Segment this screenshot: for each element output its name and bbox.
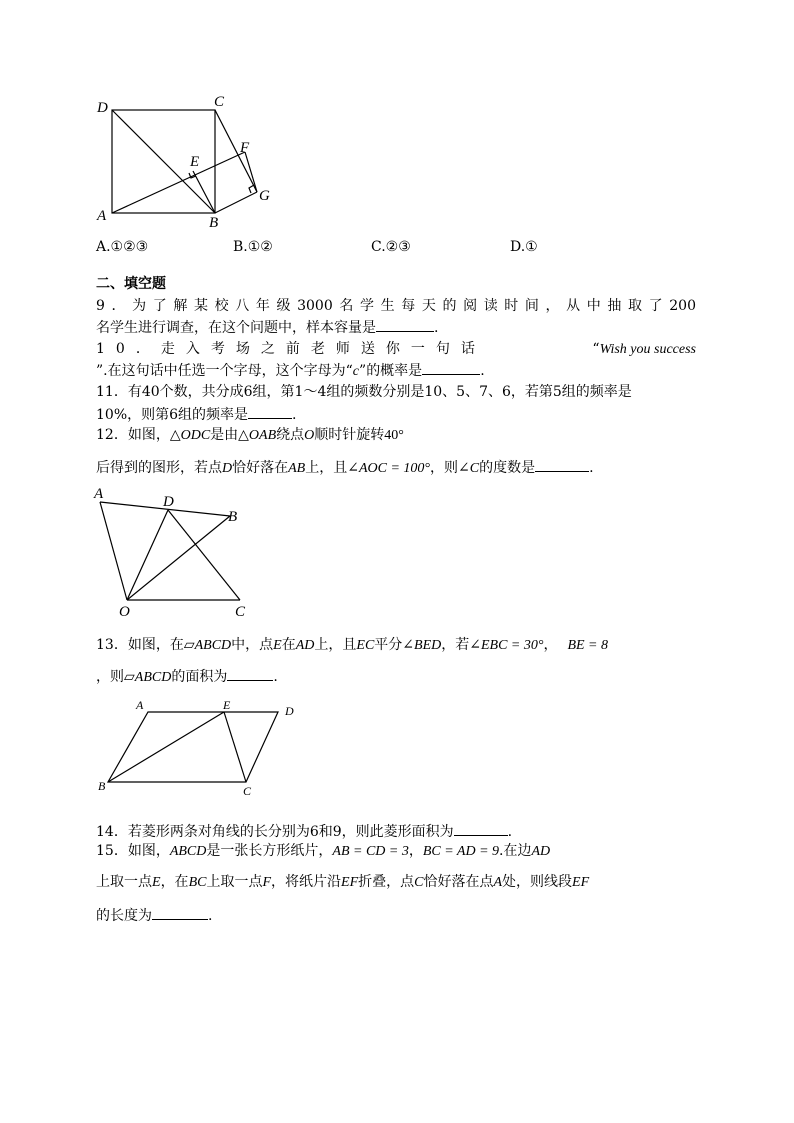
q13-text-c: 在	[281, 637, 296, 653]
q13-text-f: ，若	[441, 637, 470, 653]
q13-ang: ∠BED	[402, 638, 442, 653]
q12-text-c: 绕点	[276, 427, 305, 443]
figure-square-abcd	[90, 92, 280, 232]
label-B: B	[98, 779, 106, 793]
q13-ptE: E	[273, 638, 282, 653]
label-D: D	[97, 100, 108, 116]
label-G: G	[259, 188, 270, 204]
q10-letter-open: “	[345, 363, 353, 379]
option-b: B.①②	[233, 239, 273, 255]
section-title: 二、填空题	[96, 276, 166, 292]
answer-blank	[535, 457, 589, 472]
q15-text-b: 是一张长方形纸片，	[206, 843, 333, 859]
label-A: A	[97, 208, 107, 224]
q13-text-e: 平分	[374, 637, 403, 653]
q15-ptC: C	[414, 875, 424, 890]
q12-cond: ∠AOC = 100°	[347, 461, 431, 476]
q12-text-d: 顺时针旋转	[314, 427, 385, 443]
q12-pt: O	[304, 428, 315, 443]
q12-text2-e: 的度数是	[479, 460, 536, 476]
q13-segAD: AD	[295, 638, 315, 653]
option-a: A.①②③	[96, 239, 149, 255]
option-d: D.①	[510, 239, 538, 255]
q15-text2-f: 恰好落在点	[423, 874, 494, 890]
q10-quote-open: “	[592, 341, 600, 357]
q15-rect: ABCD	[169, 844, 207, 859]
answer-blank	[422, 360, 480, 375]
answer-blank	[248, 404, 292, 419]
answer-options	[96, 239, 696, 259]
q10-text-b: 的概率是	[366, 363, 423, 379]
q15-text-d: .在边	[499, 843, 532, 859]
label-D: D	[285, 704, 294, 718]
q14-line: 14．若菱形两条对角线的长分别为6和9，则此菱形面积为 .	[96, 821, 512, 841]
q12-tri2: △OAB	[238, 428, 277, 443]
q13-cond2: BE = 8	[567, 638, 609, 653]
q15-segBC: BC	[188, 875, 207, 890]
q15-edge: AD	[531, 844, 551, 859]
q10-text-a: .在这句话中任选一个字母，这个字母为	[103, 363, 346, 379]
q10-line1	[96, 340, 696, 358]
q15-eq2: BC = AD = 9	[422, 844, 500, 859]
q15-segEF: EF	[341, 875, 359, 890]
q15-text-c: ，	[408, 843, 423, 859]
q10-quote-close: ”	[96, 363, 104, 379]
label-C: C	[214, 94, 225, 110]
q15-line3: 的长度为 .	[96, 905, 212, 925]
q15-text2-a: 上取一点	[96, 874, 152, 890]
q11-line2: 10%，则第6组的频率是 .	[96, 404, 296, 424]
label-B: B	[228, 509, 238, 525]
q12-ptD: D	[222, 461, 233, 476]
q12-text-a: 12．如图，	[96, 427, 170, 443]
q12-tri1: △ODC	[169, 428, 211, 443]
q10-letter-close: ”	[359, 363, 367, 379]
q15-text2-c: 上取一点	[206, 874, 263, 890]
label-C: C	[243, 784, 252, 798]
label-E: E	[223, 698, 231, 712]
label-A: A	[136, 698, 144, 712]
q15-text2-b: ，在	[160, 874, 189, 890]
q15-text2-d: ，将纸片沿	[271, 874, 342, 890]
answer-blank	[152, 905, 208, 920]
q15-eq1: AB = CD = 3	[332, 844, 409, 859]
answer-blank	[454, 821, 508, 836]
q14-text: 14．若菱形两条对角线的长分别为6和9，则此菱形面积为	[96, 824, 454, 840]
q15-text3: 的长度为	[96, 908, 152, 924]
label-B: B	[209, 215, 219, 231]
q15-text2-e: 折叠，点	[358, 874, 415, 890]
q13-comma: ，	[543, 637, 558, 653]
q10-line2: ”.在这句话中任选一个字母，这个字母为“c”的概率是 .	[96, 360, 485, 381]
label-D: D	[163, 494, 174, 510]
q15-ptF: F	[262, 875, 272, 890]
q9-text: 名学生进行调查，在这个问题中，样本容量是	[96, 320, 376, 336]
q12-text2-a: 后得到的图形，若点	[96, 460, 222, 476]
q12-seg: AB	[288, 461, 306, 476]
label-E: E	[190, 154, 200, 170]
q13-para: ▱ABCD	[183, 638, 232, 653]
q12-angle: 40°	[384, 428, 404, 443]
q15-segEF2: EF	[572, 875, 590, 890]
q9-line2: 名学生进行调查，在这个问题中，样本容量是 .	[96, 317, 438, 337]
answer-blank	[227, 666, 273, 681]
answer-blank	[376, 317, 434, 332]
q10-letter: c	[352, 364, 360, 379]
label-C: C	[235, 604, 246, 620]
q11-line1: 11．有40个数，共分成6组，第1～4组的频数分别是10、5、7、6，若第5组的频率是	[96, 384, 632, 400]
q12-text2-b: 恰好落在	[232, 460, 289, 476]
q15-ptA: A	[493, 875, 503, 890]
q15-line2	[96, 873, 589, 892]
q13-para2: ▱ABCD	[124, 670, 172, 685]
label-A: A	[94, 486, 104, 502]
q10-text: 10．走入考场之前老师送你一句话	[96, 341, 486, 357]
q12-line1	[96, 426, 404, 445]
q13-line1	[96, 636, 608, 655]
q15-text-a: 15．如图，	[96, 843, 170, 859]
figure-rotation	[90, 484, 260, 624]
figure-parallelogram	[92, 696, 312, 798]
q13-text-a: 13．如图，在	[96, 637, 184, 653]
q12-text2-c: 上，且	[305, 460, 348, 476]
q15-text2-g: 处，则线段	[502, 874, 573, 890]
q10-quote-text: Wish you success	[599, 342, 696, 357]
q13-text-d: 上，且	[314, 637, 357, 653]
label-O: O	[119, 604, 130, 620]
q13-segEC: EC	[356, 638, 375, 653]
q15-line1	[96, 842, 550, 861]
q13-cond1: ∠EBC = 30°	[469, 638, 544, 653]
option-c: C.②③	[371, 239, 411, 255]
q15-ptE: E	[152, 875, 161, 890]
q12-line2: 后得到的图形，若点D恰好落在AB上，且∠AOC = 100°，则∠C的度数是 .	[96, 457, 594, 478]
q11-text: 10%，则第6组的频率是	[96, 407, 249, 423]
q13-text-b: 中，点	[231, 637, 274, 653]
q13-text2-a: ，则	[96, 669, 124, 685]
q12-text-b: 是由	[210, 427, 239, 443]
label-F: F	[240, 140, 250, 156]
q12-ask: ∠C	[458, 461, 480, 476]
q9-line1: 9．为了解某校八年级3000名学生每天的阅读时间，从中抽取了200	[96, 298, 696, 314]
q12-text2-d: ，则	[430, 460, 459, 476]
q13-text2-b: 的面积为	[171, 669, 228, 685]
q13-line2: ，则▱ABCD的面积为 .	[96, 666, 278, 687]
